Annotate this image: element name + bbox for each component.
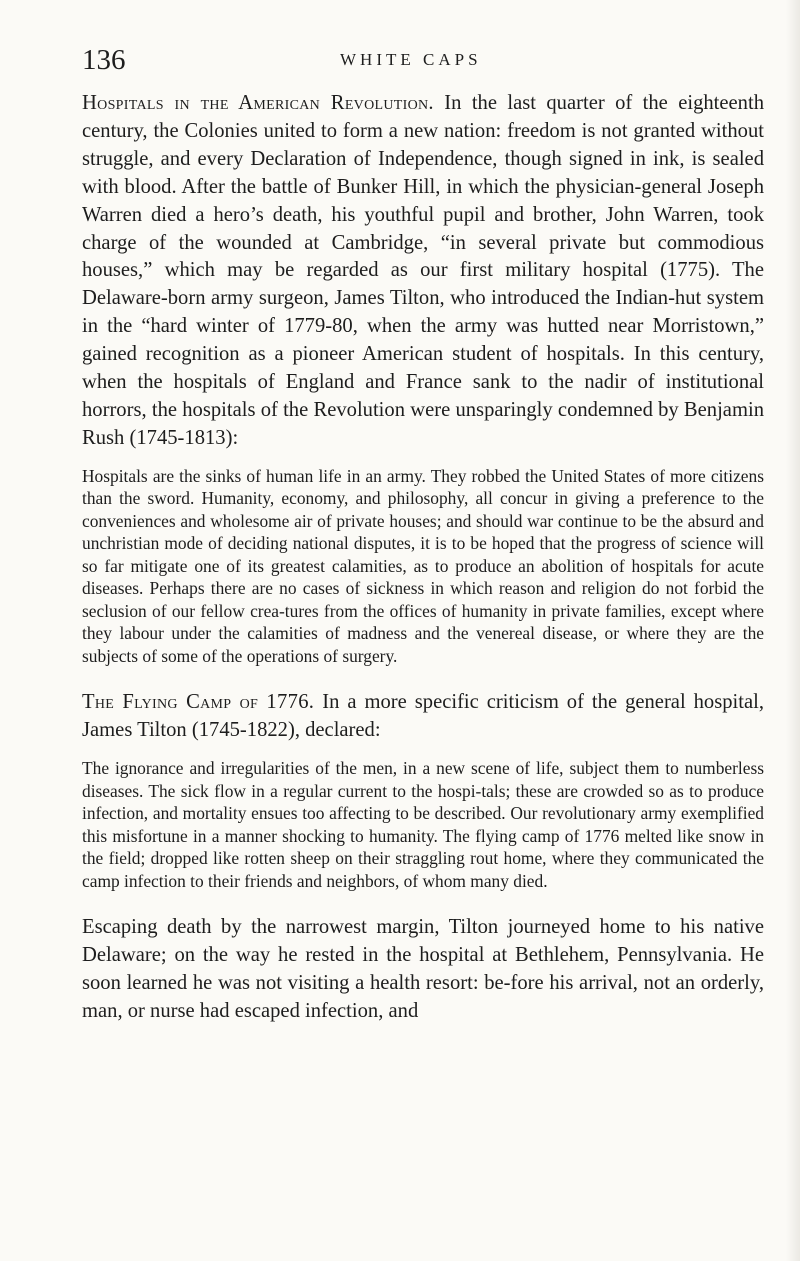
section-heading-revolution: Hospitals in the American Revolution. [82, 92, 434, 114]
page-edge-shadow [786, 0, 800, 1261]
running-head [82, 40, 764, 80]
tilton-quote: The ignorance and irregularities of the men, in a new scene of life, subject them to numberless diseases. The sick flow in a regular current to the hospi-tals; these are crowded so as to produce infection, and mortality ensues too affecting to be described. Our revolutionary army exemplified this misfortune in a manner shocking to humanity. The flying camp of 1776 melted like snow in the field; dropped like rotten sheep on their straggling rout home, where they communicated the camp infection to their friends and neighbors, of whom many died. [82, 758, 764, 891]
section-revolution-body: In the last quarter of the eighteenth century, the Colonies united to form a new nation: freedom is not granted without struggle, and every Declaration of Independence, though signed in ink, is sealed with blood. After the battle of Bunker Hill, in which the physician-general Joseph Warren died a hero’s death, his youthful pupil and brother, John Warren, took charge of the wounded at Cambridge, “in several private but commodious houses,” which may be regarded as our first military hospital (1775). The Delaware-born army surgeon, James Tilton, who introduced the Indian-hut system in the “hard winter of 1779-80, when the army was hutted near Morristown,” gained recognition as a pioneer American student of hospitals. In this century, when the hospitals of England and France sank to the nadir of institutional horrors, the hospitals of the Revolution were unsparingly condemned by Benjamin Rush (1745-1813): [82, 92, 765, 449]
section-revolution-paragraph [82, 90, 764, 453]
book-page [82, 40, 764, 1026]
closing-paragraph: Escaping death by the narrowest margin, Tilton journeyed home to his native Delaware; on the way he rested in the hospital at Bethlehem, Pennsylvania. He soon learned he was not visiting a health resort: be-fore his arrival, not an orderly, man, or nurse had escaped infection, and [82, 916, 764, 1022]
rush-quote: Hospitals are the sinks of human life in an army. They robbed the United States of more citizens than the sword. Humanity, economy, and philosophy, all concur in giving a preference to the conveniences and wholesome air of private houses; and should war continue to be the absurd and unchristian mode of deciding national disputes, it is to be hoped that the progress of science will so far mitigate one of its greatest calamities, as to produce an abolition of hospitals for acute diseases. Perhaps there are no cases of sickness in which reason and religion do not forbid the seclusion of our fellow crea-tures from the offices of humanity in private families, except where they labour under the calamities of madness and the venereal disease, or where they are the subjects of some of the operations of surgery. [82, 465, 764, 666]
page-number: 136 [82, 44, 126, 76]
section-heading-flying-camp: The Flying Camp of 1776. [82, 691, 315, 714]
book-title: WHITE CAPS [340, 50, 482, 69]
section-flying-camp-body: In a more specific criticism of the general hospital, James Tilton (1745-1822), declared: [82, 691, 764, 742]
rush-quote-block [82, 465, 764, 668]
section-flying-camp-paragraph [82, 689, 764, 745]
tilton-quote-block [82, 757, 764, 892]
